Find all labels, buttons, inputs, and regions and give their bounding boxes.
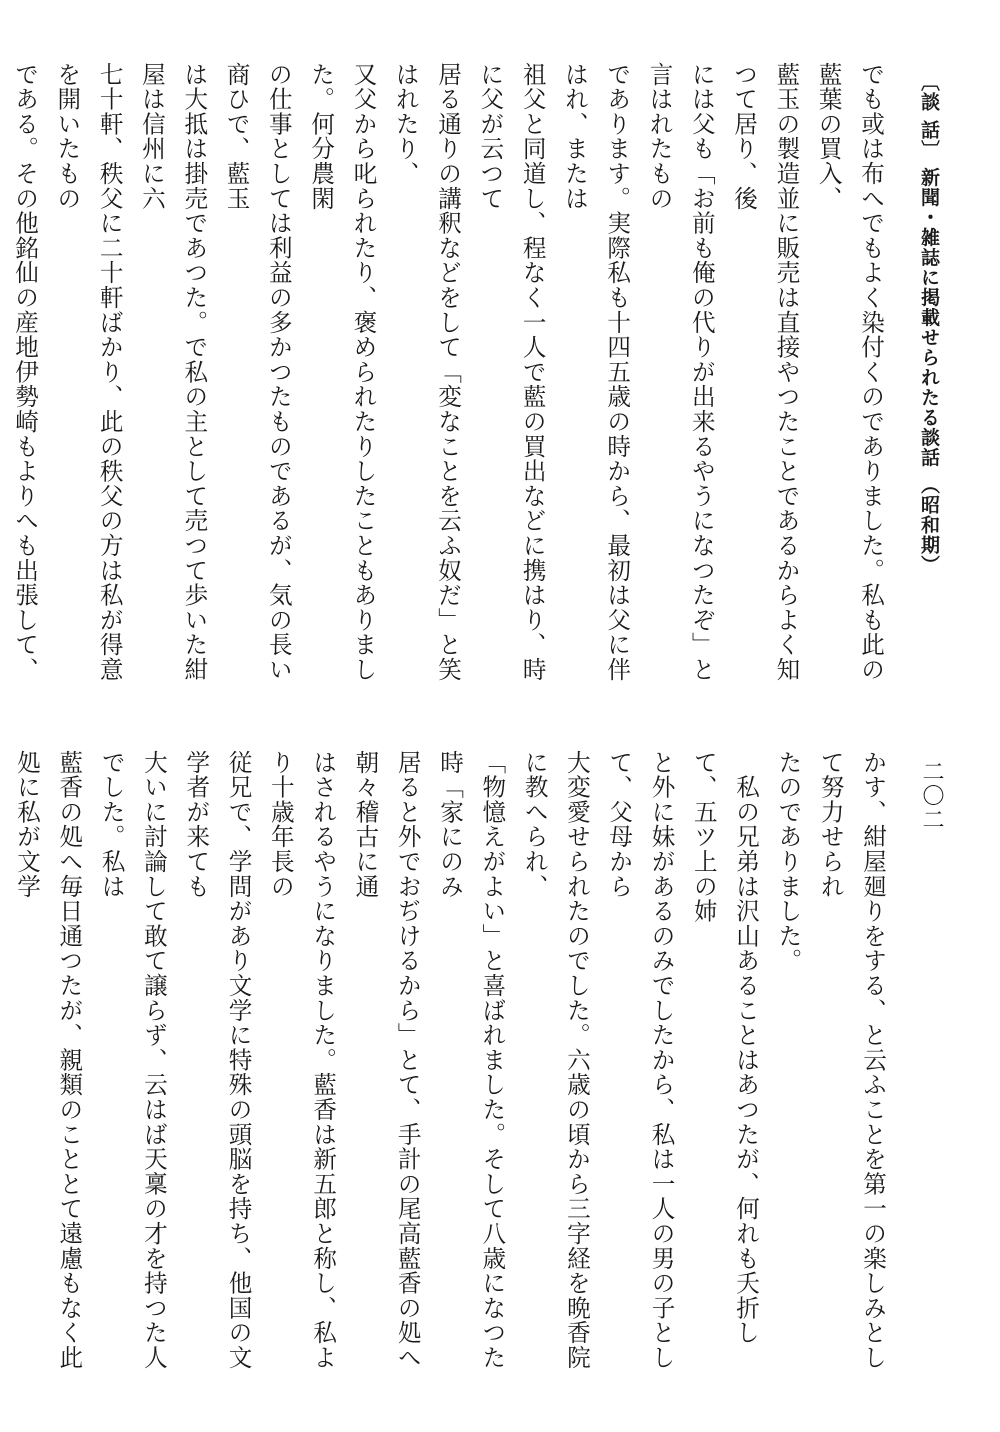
text-line: 藍玉の製造並に販売は直接やつたことであるからよく知つて居り、後 <box>730 62 801 682</box>
text-line: 又父から叱られたり、褒められたりしたこともありました。何分農閑 <box>307 62 378 682</box>
text-line: 居ると外でおぢけるから」とて、手計の尾高藍香の処へ朝々稽古に通 <box>351 750 422 1370</box>
text-line: 祖父と同道し、程なく一人で藍の買出などに携はり、時に父が云つて <box>476 62 547 682</box>
text-line: 「物憶えがよい」と喜ばれました。そして八歳になつた時「家にのみ <box>436 750 507 1370</box>
text-line <box>0 750 6 1390</box>
text-line: かす、紺屋廻りをする、と云ふことを第一の楽しみとして努力せられ <box>816 750 887 1370</box>
body-text-bottom-block <box>13 750 894 1390</box>
body-text-top-block <box>11 62 892 702</box>
text-line: の仕事としては利益の多かつたものであるが、気の長い商ひで、藍玉 <box>222 62 293 682</box>
text-line: と外に妹があるのみでしたから、私は一人の男の子として、父母から <box>605 750 676 1370</box>
text-line: には父も「お前も俺の代りが出来るやうになつたぞ」と言はれたもの <box>645 62 716 682</box>
text-line: は大抵は掛売であつた。で私の主として売つて歩いた紺屋は信州に六 <box>137 62 209 682</box>
text-line: 七十軒、秩父に二十軒ばかり、此の秩父の方は私が得意を開いたもの <box>53 62 124 682</box>
text-line: 藍香の処へ毎日通つたが、親類のこととて遠慮もなく此処に私が文学 <box>13 750 84 1370</box>
text-line: 私の兄弟は沢山あることはあつたが、何れも夭折して、五ツ上の姉 <box>689 750 761 1346</box>
text-line: 大いに討論して敢て譲らず、云はば天稟の才を持つた人でした。私は <box>97 750 168 1370</box>
text-line: 居る通りの講釈などをして「変なことを云ふ奴だ」と笑はれたり、 <box>391 62 463 682</box>
text-line: 大変愛せられたのでした。六歳の頃から三字経を晩香院に教へられ、 <box>520 750 591 1370</box>
text-line: はされるやうになりました。藍香は新五郎と称し、私より十歳年長の <box>266 750 338 1370</box>
text-line: である。その他銘仙の産地伊勢崎もよりへも出張して、 <box>11 62 40 682</box>
text-line: でも或は布へでもよく染付くのでありました。私も此の藍葉の買入、 <box>814 62 885 682</box>
page-number: 二〇二 <box>919 760 944 832</box>
page-header-title: 〔談 話〕 新聞・雑誌に掲載せられたる談話 （昭和期） <box>918 72 940 575</box>
text-line: たのでありました。 <box>774 750 803 974</box>
text-line: 従兄で、学問があり文学に特殊の頭脳を持ち、他国の文学者が来ても <box>182 750 253 1370</box>
text-line: であります。実際私も十四五歳の時から、最初は父に伴はれ、または <box>560 62 632 682</box>
